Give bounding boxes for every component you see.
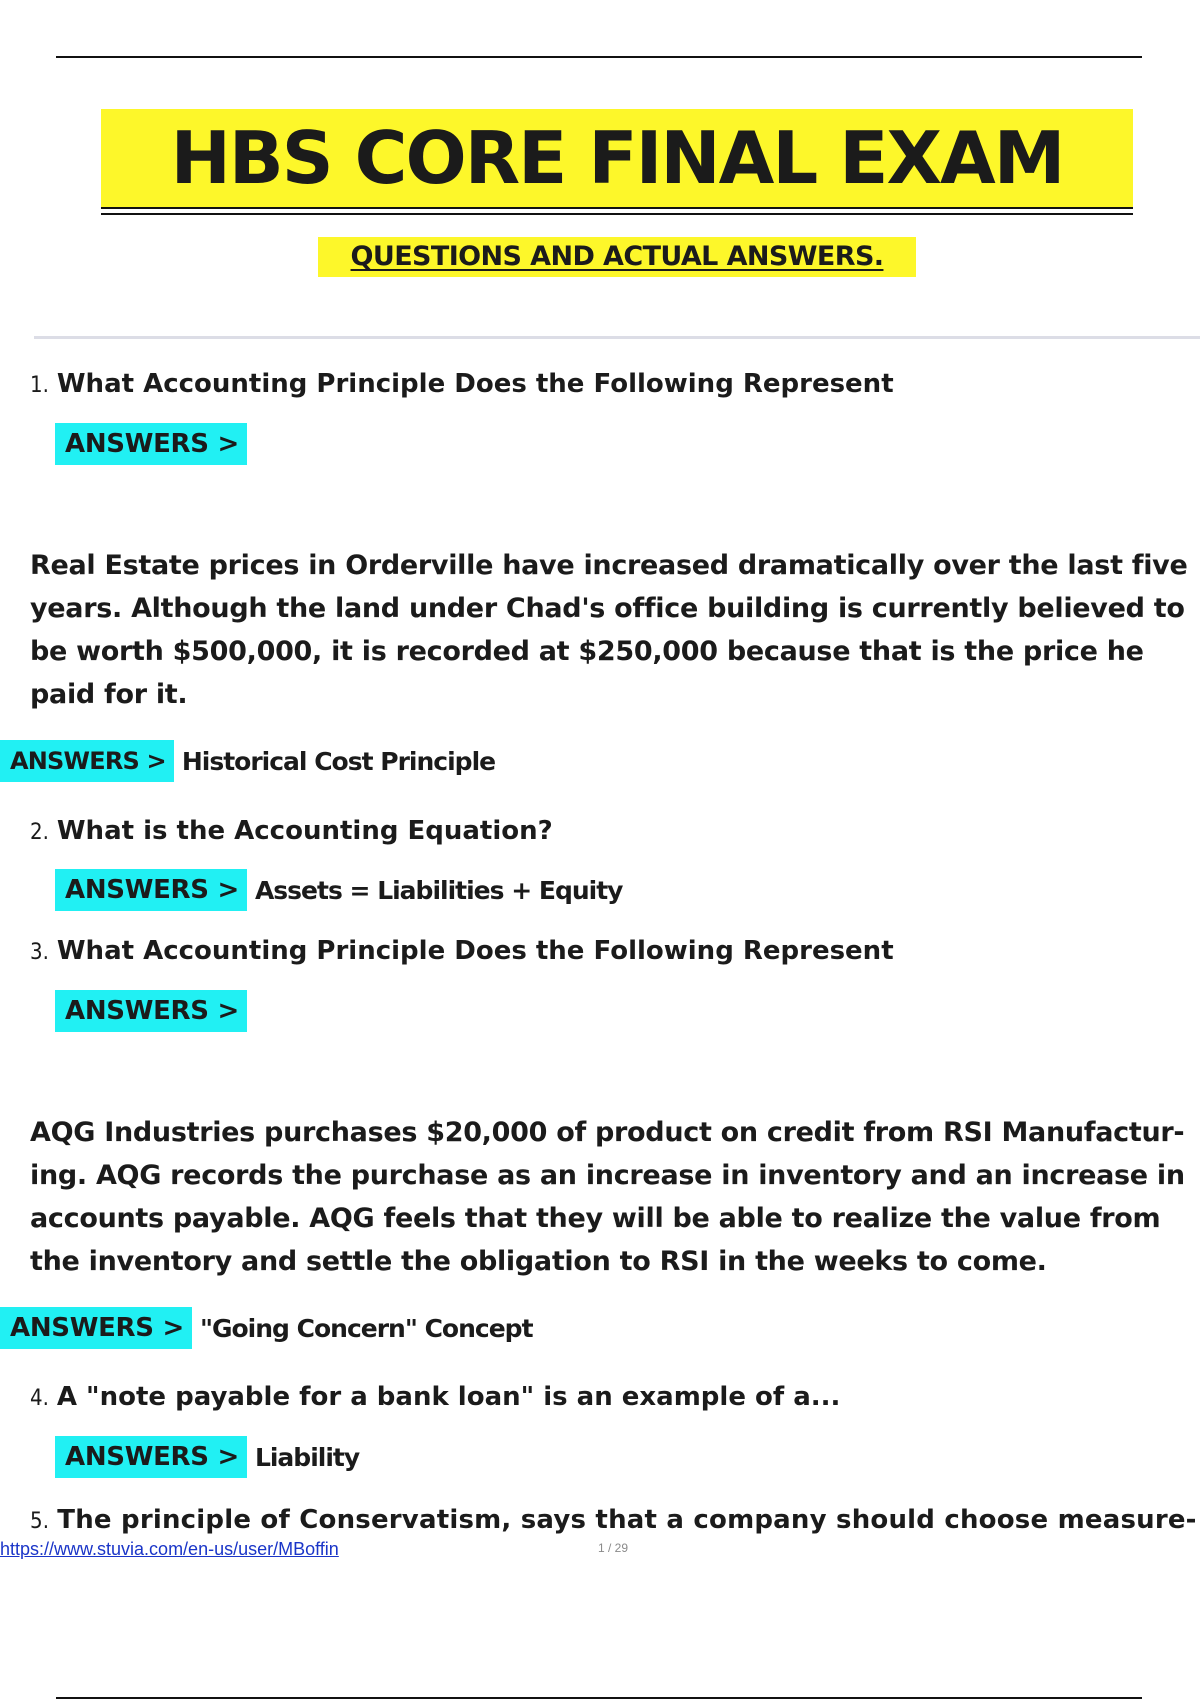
- answers-badge: ANSWERS >: [0, 1307, 192, 1349]
- question-number: 3.: [30, 940, 49, 965]
- answer-text: Historical Cost Principle: [181, 746, 496, 776]
- answers-badge: ANSWERS >: [55, 869, 247, 911]
- question-text: What is the Accounting Equation?: [56, 816, 553, 846]
- title-underline: [101, 207, 1133, 209]
- page-number: 1 / 29: [598, 1541, 629, 1555]
- question-3-paragraph: AQG Industries purchases $20,000 of product on credit from RSI Manufactur- ing. AQG records the purchase as an increase in inventory and an increase in accounts payable. AQG feels that they will be able to realize the value from the inventory and settle the obligation to RSI in the weeks to come.: [30, 1117, 1185, 1277]
- question-number: 4.: [30, 1386, 49, 1411]
- answer-row-1a: [55, 423, 247, 465]
- answer-row-2: [55, 869, 622, 911]
- section-divider: [34, 336, 1200, 339]
- question-text: What Accounting Principle Does the Following Represent: [56, 936, 894, 966]
- question-number: 1.: [30, 373, 49, 398]
- answer-row-3: [0, 1307, 533, 1349]
- answer-row-4: [55, 1436, 359, 1478]
- question-2: [30, 813, 553, 851]
- question-3: [30, 933, 894, 971]
- question-1: [30, 366, 894, 404]
- answer-row-1: [0, 740, 495, 782]
- footer-link[interactable]: https://www.stuvia.com/en-us/user/MBoffin: [0, 1539, 339, 1559]
- document-title: HBS CORE FINAL EXAM: [101, 109, 1133, 207]
- question-number: 5.: [30, 1509, 50, 1534]
- question-text: The principle of Conservatism, says that a company should choose measure-: [57, 1505, 1197, 1535]
- question-number: 2.: [30, 820, 49, 845]
- question-4: [30, 1379, 840, 1417]
- question-5: [30, 1502, 1197, 1540]
- answers-badge: ANSWERS >: [55, 1436, 247, 1478]
- answers-badge: ANSWERS >: [55, 423, 247, 465]
- answer-text: Assets = Liabilities + Equity: [254, 875, 623, 905]
- answers-badge: ANSWERS >: [0, 740, 174, 782]
- answer-text: "Going Concern" Concept: [199, 1313, 533, 1343]
- document-subtitle: [318, 237, 916, 277]
- question-text: A "note payable for a bank loan" is an example of a...: [56, 1382, 841, 1412]
- answer-text: Liability: [254, 1442, 360, 1472]
- title-block: [101, 109, 1133, 217]
- answers-badge: ANSWERS >: [55, 990, 247, 1032]
- title-double-underline: [101, 213, 1133, 215]
- question-text: What Accounting Principle Does the Following Represent: [56, 369, 894, 399]
- subtitle-text: QUESTIONS AND ACTUAL ANSWERS.: [350, 241, 884, 272]
- question-1-paragraph: Real Estate prices in Orderville have increased dramatically over the last five years. Although the land under Chad's office building is currently believed to be worth $500,000, it is recorded at $250,000 because that is the price he paid for it.: [30, 550, 1188, 710]
- top-rule: [56, 56, 1142, 58]
- bottom-rule: [56, 1697, 1142, 1699]
- answer-row-3a: [55, 990, 247, 1032]
